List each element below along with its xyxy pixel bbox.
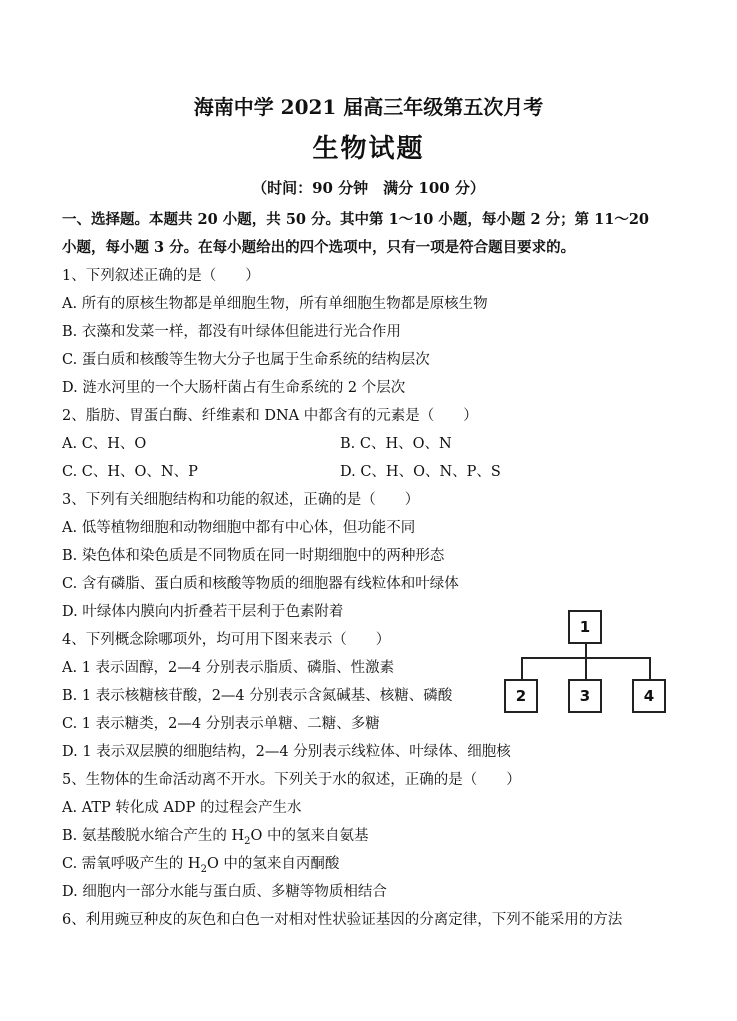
q1-option-a: A. 所有的原核生物都是单细胞生物，所有单细胞生物都是原核生物 xyxy=(62,296,488,312)
q5-option-b-text-start: B. 氨基酸脱水缩合产生的 H xyxy=(62,828,245,844)
q3-option-c: C. 含有磷脂、蛋白质和核酸等物质的细胞器有线粒体和叶绿体 xyxy=(62,576,459,592)
diagram-connector-middle xyxy=(585,657,587,679)
q5-option-b xyxy=(62,826,369,852)
q5-option-a: A. ATP 转化成 ADP 的过程会产生水 xyxy=(62,800,302,816)
q1-option-d: D. 涟水河里的一个大肠杆菌占有生命系统的 2 个层次 xyxy=(62,380,406,396)
q4-option-b: B. 1 表示核糖核苷酸，2—4 分别表示含氮碱基、核糖、磷酸 xyxy=(62,688,453,704)
q5-option-b-subscript: 2 xyxy=(244,835,251,847)
q3-option-b: B. 染色体和染色质是不同物质在同一时期细胞中的两种形态 xyxy=(62,548,445,564)
diagram-box-3: 3 xyxy=(568,679,602,713)
q4-stem: 4、下列概念除哪项外，均可用下图来表示（ ） xyxy=(62,632,391,648)
q5-option-c-text-end: O 中的氢来自丙酮酸 xyxy=(206,856,340,872)
subject-title: 生物试题 xyxy=(312,134,425,164)
diagram-connector-right xyxy=(649,657,651,679)
q3-option-a: A. 低等植物细胞和动物细胞中都有中心体，但功能不同 xyxy=(62,520,416,536)
q6-stem: 6、利用豌豆种皮的灰色和白色一对相对性状验证基因的分离定律，下列不能采用的方法 xyxy=(62,912,623,928)
q1-option-b: B. 衣藻和发菜一样，都没有叶绿体但能进行光合作用 xyxy=(62,324,401,340)
q5-option-b-text-end: O 中的氢来自氨基 xyxy=(250,828,369,844)
diagram-box-4: 4 xyxy=(632,679,666,713)
q1-stem: 1、下列叙述正确的是（ ） xyxy=(62,268,260,284)
school-exam-title: 海南中学 2021 届高三年级第五次月考 xyxy=(193,95,544,119)
diagram-connector-vertical xyxy=(585,644,587,658)
q1-option-c: C. 蛋白质和核酸等生物大分子也属于生命系统的结构层次 xyxy=(62,352,430,368)
q5-option-c xyxy=(62,854,339,880)
q2-option-b: B. C、H、O、N xyxy=(340,436,452,452)
q4-option-c: C. 1 表示糖类，2—4 分别表示单糖、二糖、多糖 xyxy=(62,716,380,732)
q2-option-c: C. C、H、O、N、P xyxy=(62,464,198,480)
q2-stem: 2、脂肪、胃蛋白酶、纤维素和 DNA 中都含有的元素是（ ） xyxy=(62,408,478,424)
diagram-box-2: 2 xyxy=(504,679,538,713)
section-heading-line2: 小题，每小题 3 分。在每小题给出的四个选项中，只有一项是符合题目要求的。 xyxy=(62,239,576,256)
q5-stem: 5、生物体的生命活动离不开水。下列关于水的叙述，正确的是（ ） xyxy=(62,772,521,788)
q3-option-d: D. 叶绿体内膜向内折叠若干层利于色素附着 xyxy=(62,604,344,620)
q2-option-a: A. C、H、O xyxy=(62,436,147,452)
q4-option-d: D. 1 表示双层膜的细胞结构，2—4 分别表示线粒体、叶绿体、细胞核 xyxy=(62,744,511,760)
q4-option-a: A. 1 表示固醇，2—4 分别表示脂质、磷脂、性激素 xyxy=(62,660,395,676)
q5-option-d: D. 细胞内一部分水能与蛋白质、多糖等物质相结合 xyxy=(62,884,387,900)
section-heading-line1: 一、选择题。本题共 20 小题，共 50 分。其中第 1～10 小题，每小题 2 分；第 11～20 xyxy=(62,211,649,228)
diagram-box-1: 1 xyxy=(568,610,602,644)
q5-option-c-subscript: 2 xyxy=(200,863,207,875)
q5-option-c-text-start: C. 需氧呼吸产生的 H xyxy=(62,856,201,872)
q3-stem: 3、下列有关细胞结构和功能的叙述，正确的是（ ） xyxy=(62,492,420,508)
diagram-connector-left xyxy=(521,657,523,679)
q2-option-d: D. C、H、O、N、P、S xyxy=(340,464,501,480)
time-score-note: （时间：90 分钟 满分 100 分） xyxy=(252,179,485,197)
